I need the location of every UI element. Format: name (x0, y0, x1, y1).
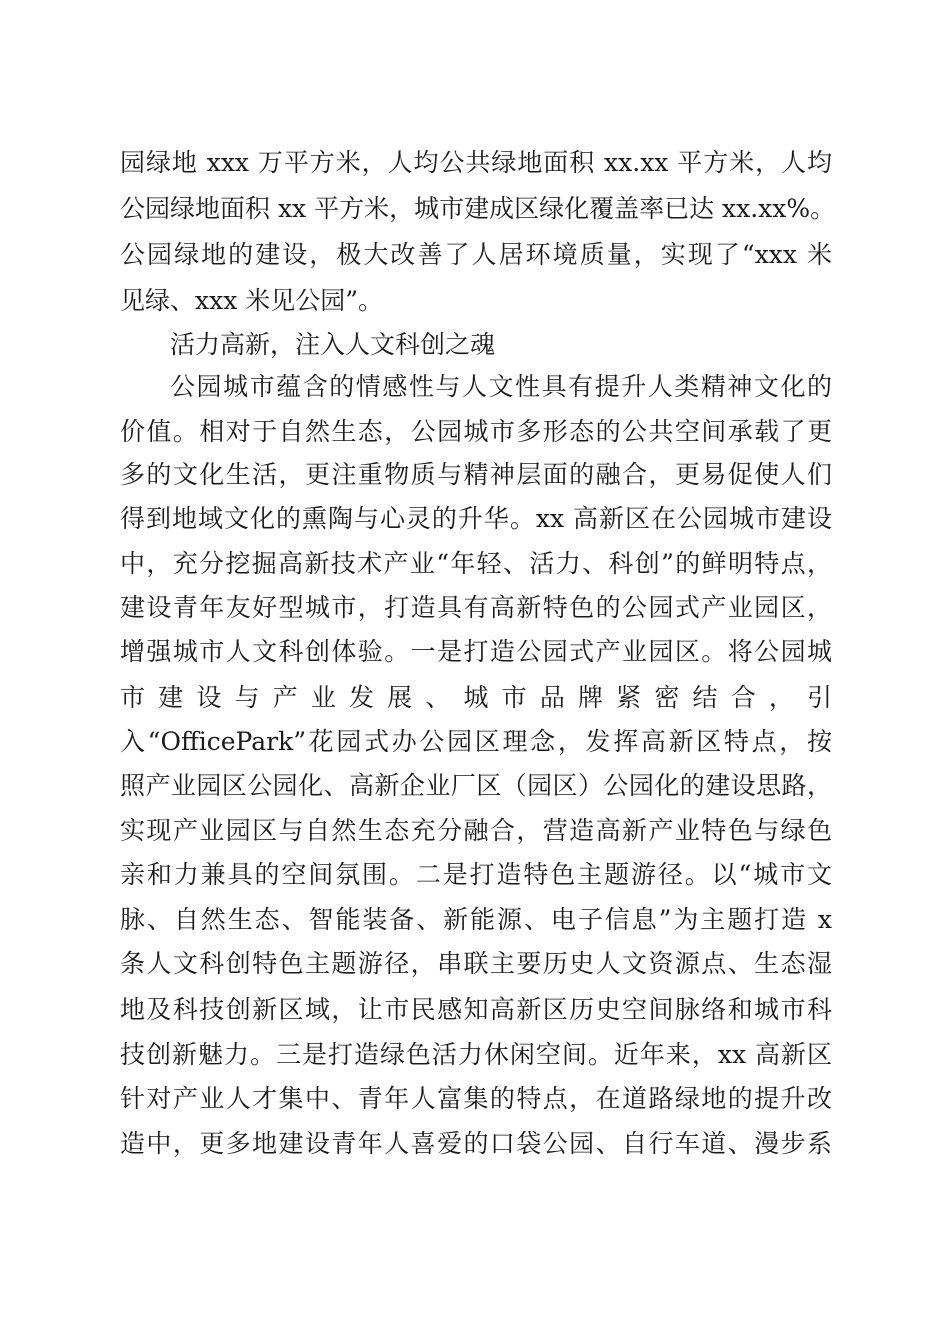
paragraph-line: 造中，更多地建设青年人喜爱的口袋公园、自行车道、漫步系 (120, 1129, 832, 1158)
paragraph-line: 亲和力兼具的空间氛围。二是打造特色主题游径。以“城市文 (120, 860, 832, 889)
paragraph-line: 价值。相对于自然生态，公园城市多形态的公共空间承载了更 (120, 417, 832, 446)
paragraph-line: 条人文科创特色主题游径，串联主要历史人文资源点、生态湿 (120, 949, 832, 978)
paragraph-line: 增强城市人文科创体验。一是打造公园式产业园区。将公园城 (120, 637, 832, 666)
paragraph-line: 入“OfficePark”花园式办公园区理念，发挥高新区特点，按 (120, 727, 832, 756)
paragraph-line: 公园绿地面积 xx 平方米，城市建成区绿化覆盖率已达 xx.xx%。 (120, 194, 836, 223)
paragraph-line: 见绿、xxx 米见公园”。 (120, 286, 384, 315)
paragraph-line: 园绿地 xxx 万平方米，人均公共绿地面积 xx.xx 平方米，人均 (120, 148, 832, 177)
paragraph-line: 市建设与产业发展、城市品牌紧密结合，引 (120, 683, 832, 712)
paragraph-line: 实现产业园区与自然生态充分融合，营造高新产业特色与绿色 (120, 816, 832, 845)
paragraph-line: 公园绿地的建设，极大改善了人居环境质量，实现了“xxx 米 (120, 240, 832, 269)
paragraph-line: 脉、自然生态、智能装备、新能源、电子信息”为主题打造 x (120, 905, 832, 934)
paragraph-line: 针对产业人才集中、青年人富集的特点，在道路绿地的提升改 (120, 1084, 832, 1113)
paragraph-line: 公园城市蕴含的情感性与人文性具有提升人类精神文化的 (170, 372, 832, 401)
paragraph-line: 多的文化生活，更注重物质与精神层面的融合，更易促使人们 (120, 460, 832, 489)
paragraph-line: 技创新魅力。三是打造绿色活力休闲空间。近年来，xx 高新区 (120, 1040, 832, 1069)
paragraph-line: 得到地域文化的熏陶与心灵的升华。xx 高新区在公园城市建设 (120, 504, 832, 533)
paragraph-line: 中，充分挖掘高新技术产业“年轻、活力、科创”的鲜明特点， (120, 549, 832, 578)
paragraph-line: 地及科技创新区域，让市民感知高新区历史空间脉络和城市科 (120, 995, 832, 1024)
paragraph-line: 照产业园区公园化、高新企业厂区（园区）公园化的建设思路， (120, 771, 832, 800)
paragraph-line: 建设青年友好型城市，打造具有高新特色的公园式产业园区， (120, 593, 832, 622)
section-heading: 活力高新，注入人文科创之魂 (170, 330, 496, 359)
